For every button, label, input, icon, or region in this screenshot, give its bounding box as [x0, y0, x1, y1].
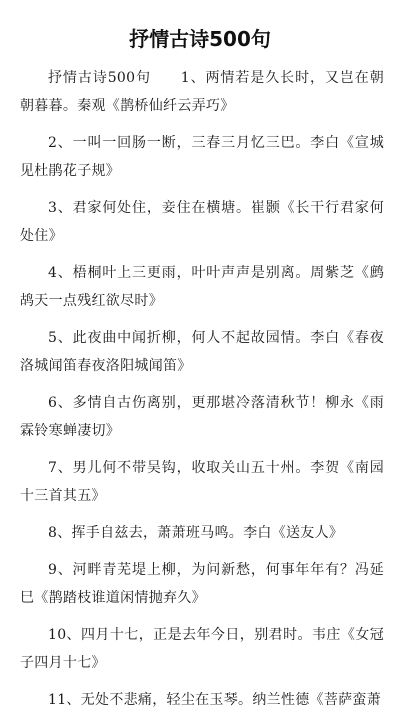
- paragraph: 3、君家何处住，妾住在横塘。崔颢《长干行君家何处住》: [20, 200, 384, 244]
- paragraph: 2、一叫一回肠一断，三春三月忆三巴。李白《宣城见杜鹃花子规》: [20, 135, 384, 179]
- paragraph: 10、四月十七，正是去年今日，别君时。韦庄《女冠子四月十七》: [20, 627, 384, 671]
- article-body: [20, 64, 384, 723]
- page-title: 抒情古诗500句: [129, 27, 271, 51]
- paragraph: 4、梧桐叶上三更雨，叶叶声声是别离。周紫芝《鹧鸪天一点残红欲尽时》: [20, 265, 384, 309]
- paragraph: 11、无处不悲痛，轻尘在玉琴。纳兰性德《菩萨蛮萧: [48, 692, 382, 708]
- paragraph: 9、河畔青芜堤上柳，为问新愁，何事年年有？冯延巳《鹊踏枝谁道闲情抛弃久》: [20, 562, 384, 606]
- paragraph: 7、男儿何不带吴钩，收取关山五十州。李贺《南园十三首其五》: [20, 460, 384, 504]
- paragraph: 5、此夜曲中闻折柳，何人不起故园情。李白《春夜洛城闻笛春夜洛阳城闻笛》: [20, 330, 384, 374]
- paragraph: 8、挥手自兹去，萧萧班马鸣。李白《送友人》: [48, 525, 344, 541]
- paragraph: 6、多情自古伤离别，更那堪冷落清秋节！柳永《雨霖铃寒蝉凄切》: [20, 395, 384, 439]
- paragraph: 抒情古诗500句 1、两情若是久长时，又岂在朝朝暮暮。秦观《鹊桥仙纤云弄巧》: [20, 70, 384, 114]
